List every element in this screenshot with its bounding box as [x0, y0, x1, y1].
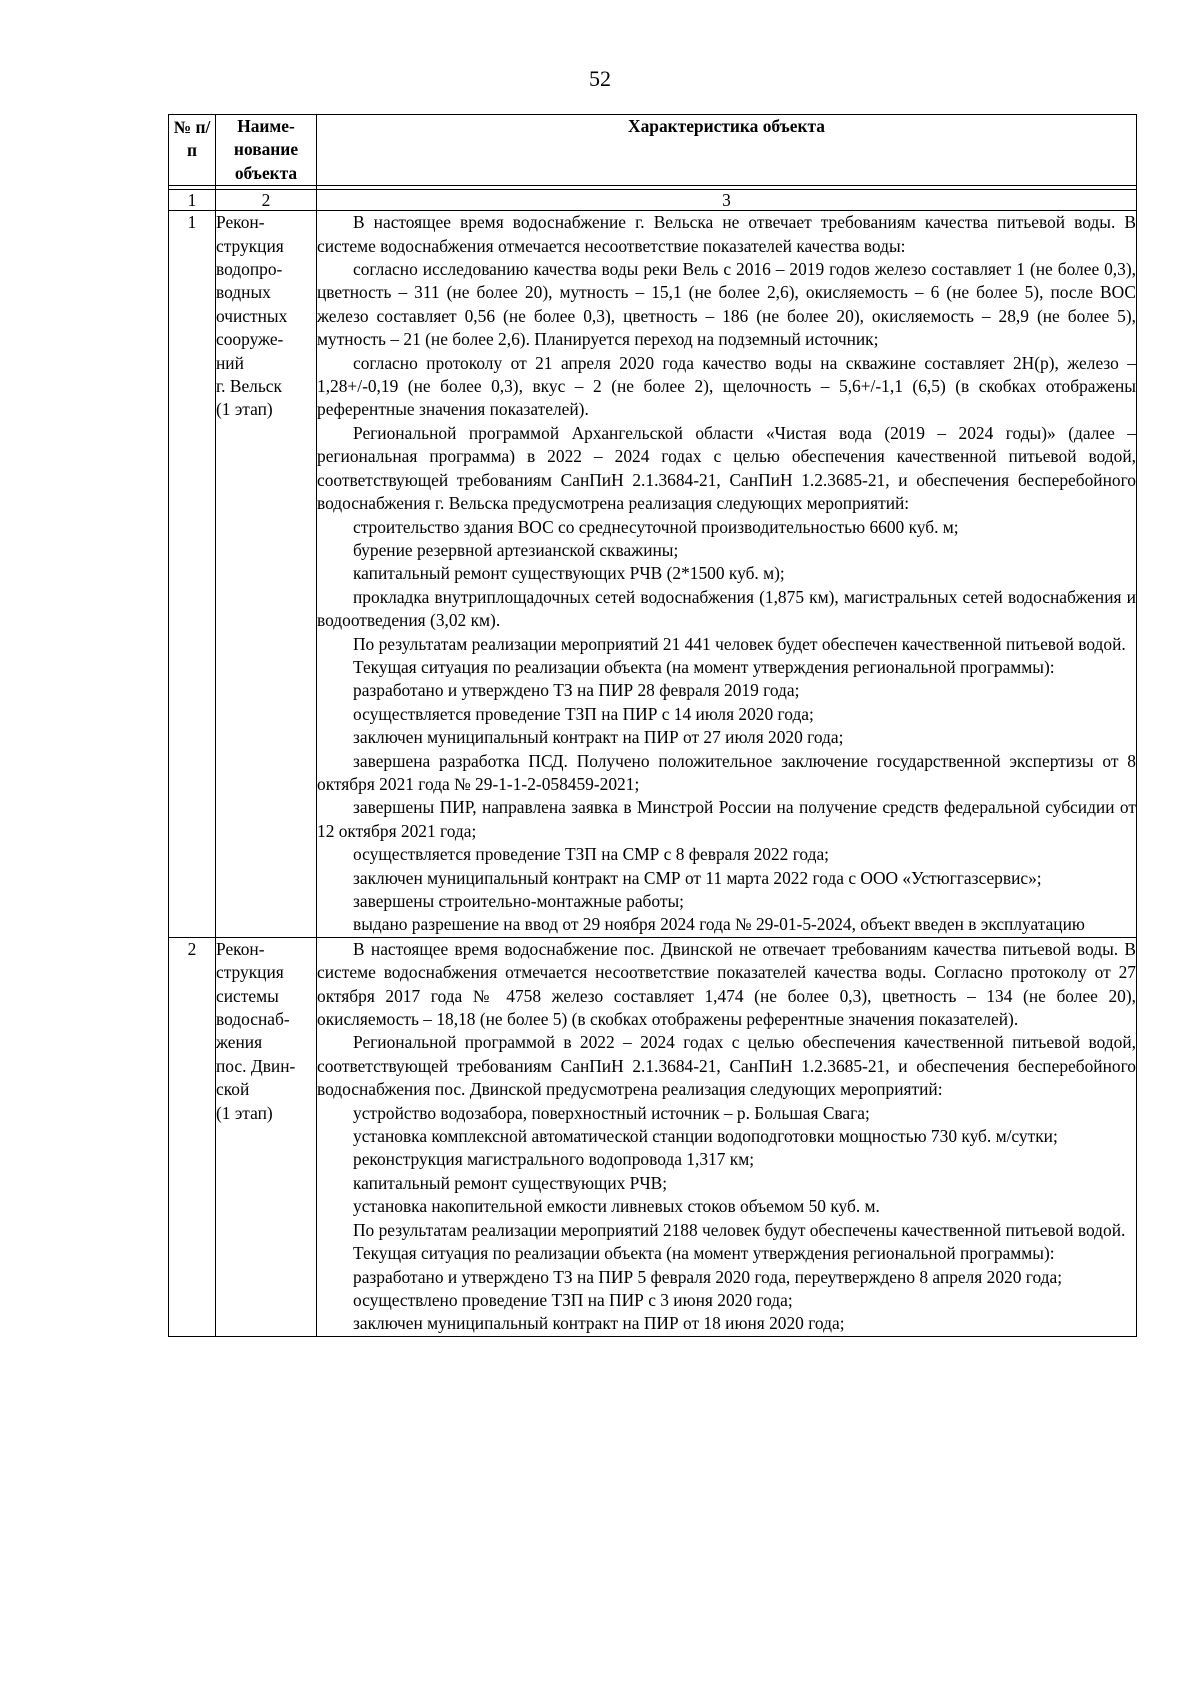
- object-name-line: водных: [216, 282, 271, 303]
- header-name: Наиме-нование объекта: [216, 115, 317, 186]
- object-name-line: Рекон-: [216, 212, 265, 233]
- object-name-line: (1 этап): [216, 399, 273, 420]
- description-paragraph: заключен муниципальный контракт на СМР от 11 марта 2022 года с ООО «Устюггазсервис»;: [353, 867, 1042, 888]
- description-paragraph: Региональной программой Архангельской области «Чистая вода (2019 – 2024 годы)» (далее – региональная программа) в 2022 – 2024 годах с целью обеспечения качественной питьевой водой, соответствующей требованиям СанПиН 2.1.3684-21, СанПиН 1.2.3685-21, и обеспечения бесперебойного водоснабжения г. Вельска предусмотрена реализация следующих мероприятий:: [317, 422, 1136, 514]
- object-name-line: струкция: [216, 235, 284, 256]
- description-paragraph: В настоящее время водоснабжение пос. Двинской не отвечает требованиям качества питьевой воды. В системе водоснабжения отмечается несоответствие показателей качества воды. Согласно протоколу от 27 октября 2017 года № 4758 железо составляет 1,474 (не более 0,3), цветность – 134 (не более 20), окисляемость – 18,18 (не более 5) (в скобках отображены референтные значения показателей).: [317, 938, 1136, 1030]
- object-name-line: водопро-: [216, 259, 283, 280]
- object-name-line: сооруже-: [216, 329, 284, 350]
- object-name-line: ской: [216, 1079, 250, 1100]
- column-index-row: [169, 190, 1137, 211]
- object-name-line: водоснаб-: [216, 1009, 290, 1030]
- object-name-line: г. Вельск: [216, 376, 282, 397]
- description-paragraph: завершена разработка ПСД. Получено положительное заключение государственной экспертизы от 8 октября 2021 года № 29-1-1-2-058459-2021;: [317, 750, 1136, 794]
- description-paragraph: разработано и утверждено ТЗ на ПИР 28 февраля 2019 года;: [353, 680, 800, 701]
- description-paragraph: Региональной программой в 2022 – 2024 годах с целью обеспечения качественной питьевой водой, соответствующей требованиям СанПиН 2.1.3684-21, СанПиН 1.2.3685-21, и обеспечения бесперебойного водоснабжения пос. Двинской предусмотрена реализация следующих мероприятий:: [317, 1032, 1136, 1100]
- header-desc: Характеристика объекта: [317, 115, 1137, 186]
- object-name-line: очистных: [216, 305, 288, 326]
- object-name-line: пос. Двин-: [216, 1055, 296, 1076]
- description-paragraph: По результатам реализации мероприятий 2188 человек будут обеспечены качественной питьевой водой.: [353, 1219, 1126, 1240]
- table-rows: [169, 211, 1137, 1337]
- header-num: № п/п: [169, 115, 216, 186]
- description-paragraph: По результатам реализации мероприятий 21 441 человек будет обеспечен качественной питьевой водой.: [353, 633, 1126, 654]
- description-paragraph: капитальный ремонт существующих РЧВ (2*1500 куб. м);: [353, 563, 785, 584]
- description-paragraph: бурение резервной артезианской скважины;: [353, 539, 679, 560]
- table-row: [169, 211, 1137, 938]
- description-paragraph: строительство здания ВОС со среднесуточной производительностью 6600 куб. м;: [353, 516, 959, 537]
- object-table: [168, 114, 1137, 1337]
- description-paragraph: заключен муниципальный контракт на ПИР от 27 июля 2020 года;: [353, 727, 844, 748]
- column-index: 1: [169, 190, 216, 211]
- object-name-line: струкция: [216, 962, 284, 983]
- description-paragraph: осуществляется проведение ТЗП на СМР с 8 февраля 2022 года;: [353, 844, 829, 865]
- description-paragraph: В настоящее время водоснабжение г. Вельска не отвечает требованиям качества питьевой воды. В системе водоснабжения отмечается несоответствие показателей качества воды:: [317, 212, 1136, 256]
- object-name-line: системы: [216, 985, 279, 1006]
- description-paragraph: прокладка внутриплощадочных сетей водоснабжения (1,875 км), магистральных сетей водоснабжения и водоотведения (3,02 км).: [317, 586, 1136, 631]
- column-index: 3: [317, 190, 1137, 211]
- object-name-line: ний: [216, 352, 244, 373]
- page-number: 52: [589, 66, 611, 91]
- description-paragraph: завершены строительно-монтажные работы;: [353, 891, 684, 911]
- description-paragraph: осуществлено проведение ТЗП на ПИР с 3 июня 2020 года;: [353, 1289, 793, 1310]
- object-name-line: жения: [216, 1032, 263, 1053]
- object-name: [216, 211, 317, 938]
- row-number: 1: [169, 211, 216, 938]
- object-description: [317, 937, 1137, 1336]
- description-paragraph: установка комплексной автоматической станции водоподготовки мощностью 730 куб. м/сутки;: [353, 1126, 1058, 1147]
- object-description: [317, 211, 1137, 938]
- column-index: 2: [216, 190, 317, 211]
- row-number: 2: [169, 937, 216, 1336]
- table-row: [169, 937, 1137, 1336]
- description-paragraph: осуществляется проведение ТЗП на ПИР с 14 июля 2020 года;: [353, 703, 814, 724]
- description-paragraph: устройство водозабора, поверхностный источник – р. Большая Свага;: [353, 1102, 870, 1123]
- object-name-line: Рекон-: [216, 938, 265, 959]
- object-name: [216, 937, 317, 1336]
- table-header-row: [169, 115, 1137, 186]
- description-paragraph: завершены ПИР, направлена заявка в Минстрой России на получение средств федеральной субсидии от 12 октября 2021 года;: [317, 797, 1136, 841]
- description-paragraph: Текущая ситуация по реализации объекта (на момент утверждения региональной программы):: [353, 1243, 1055, 1264]
- description-paragraph: согласно исследованию качества воды реки Вель с 2016 – 2019 годов железо составляет 1 (не более 0,3), цветность – 311 (не более 20), мутность – 15,1 (не более 2,6), окисляемость – 6 (не более 5), после ВОС железо составляет 0,56 (не более 0,3), цветность – 186 (не более 20), окисляемость – 28,9 (не более 5), мутность – 21 (не более 2,6). Планируется переход на подземный источник;: [317, 259, 1136, 350]
- description-paragraph: реконструкция магистрального водопровода 1,317 км;: [353, 1149, 755, 1170]
- description-paragraph: согласно протоколу от 21 апреля 2020 года качество воды на скважине составляет 2Н(р), железо – 1,28+/-0,19 (не более 0,3), вкус – 2 (не более 2), щелочность – 5,6+/-1,1 (6,5) (в скобках отображены референтные значения показателей).: [317, 352, 1136, 420]
- description-paragraph: Текущая ситуация по реализации объекта (на момент утверждения региональной программы):: [353, 656, 1055, 677]
- description-paragraph: установка накопительной емкости ливневых стоков объемом 50 куб. м.: [353, 1196, 880, 1217]
- description-paragraph: капитальный ремонт существующих РЧВ;: [353, 1172, 668, 1193]
- object-name-line: (1 этап): [216, 1102, 273, 1123]
- description-paragraph: выдано разрешение на ввод от 29 ноября 2024 года № 29-01-5-2024, объект введен в эксплуатацию: [353, 914, 1085, 935]
- description-paragraph: заключен муниципальный контракт на ПИР от 18 июня 2020 года;: [353, 1313, 845, 1334]
- description-paragraph: разработано и утверждено ТЗ на ПИР 5 февраля 2020 года, переутверждено 8 апреля 2020 года;: [353, 1266, 1063, 1287]
